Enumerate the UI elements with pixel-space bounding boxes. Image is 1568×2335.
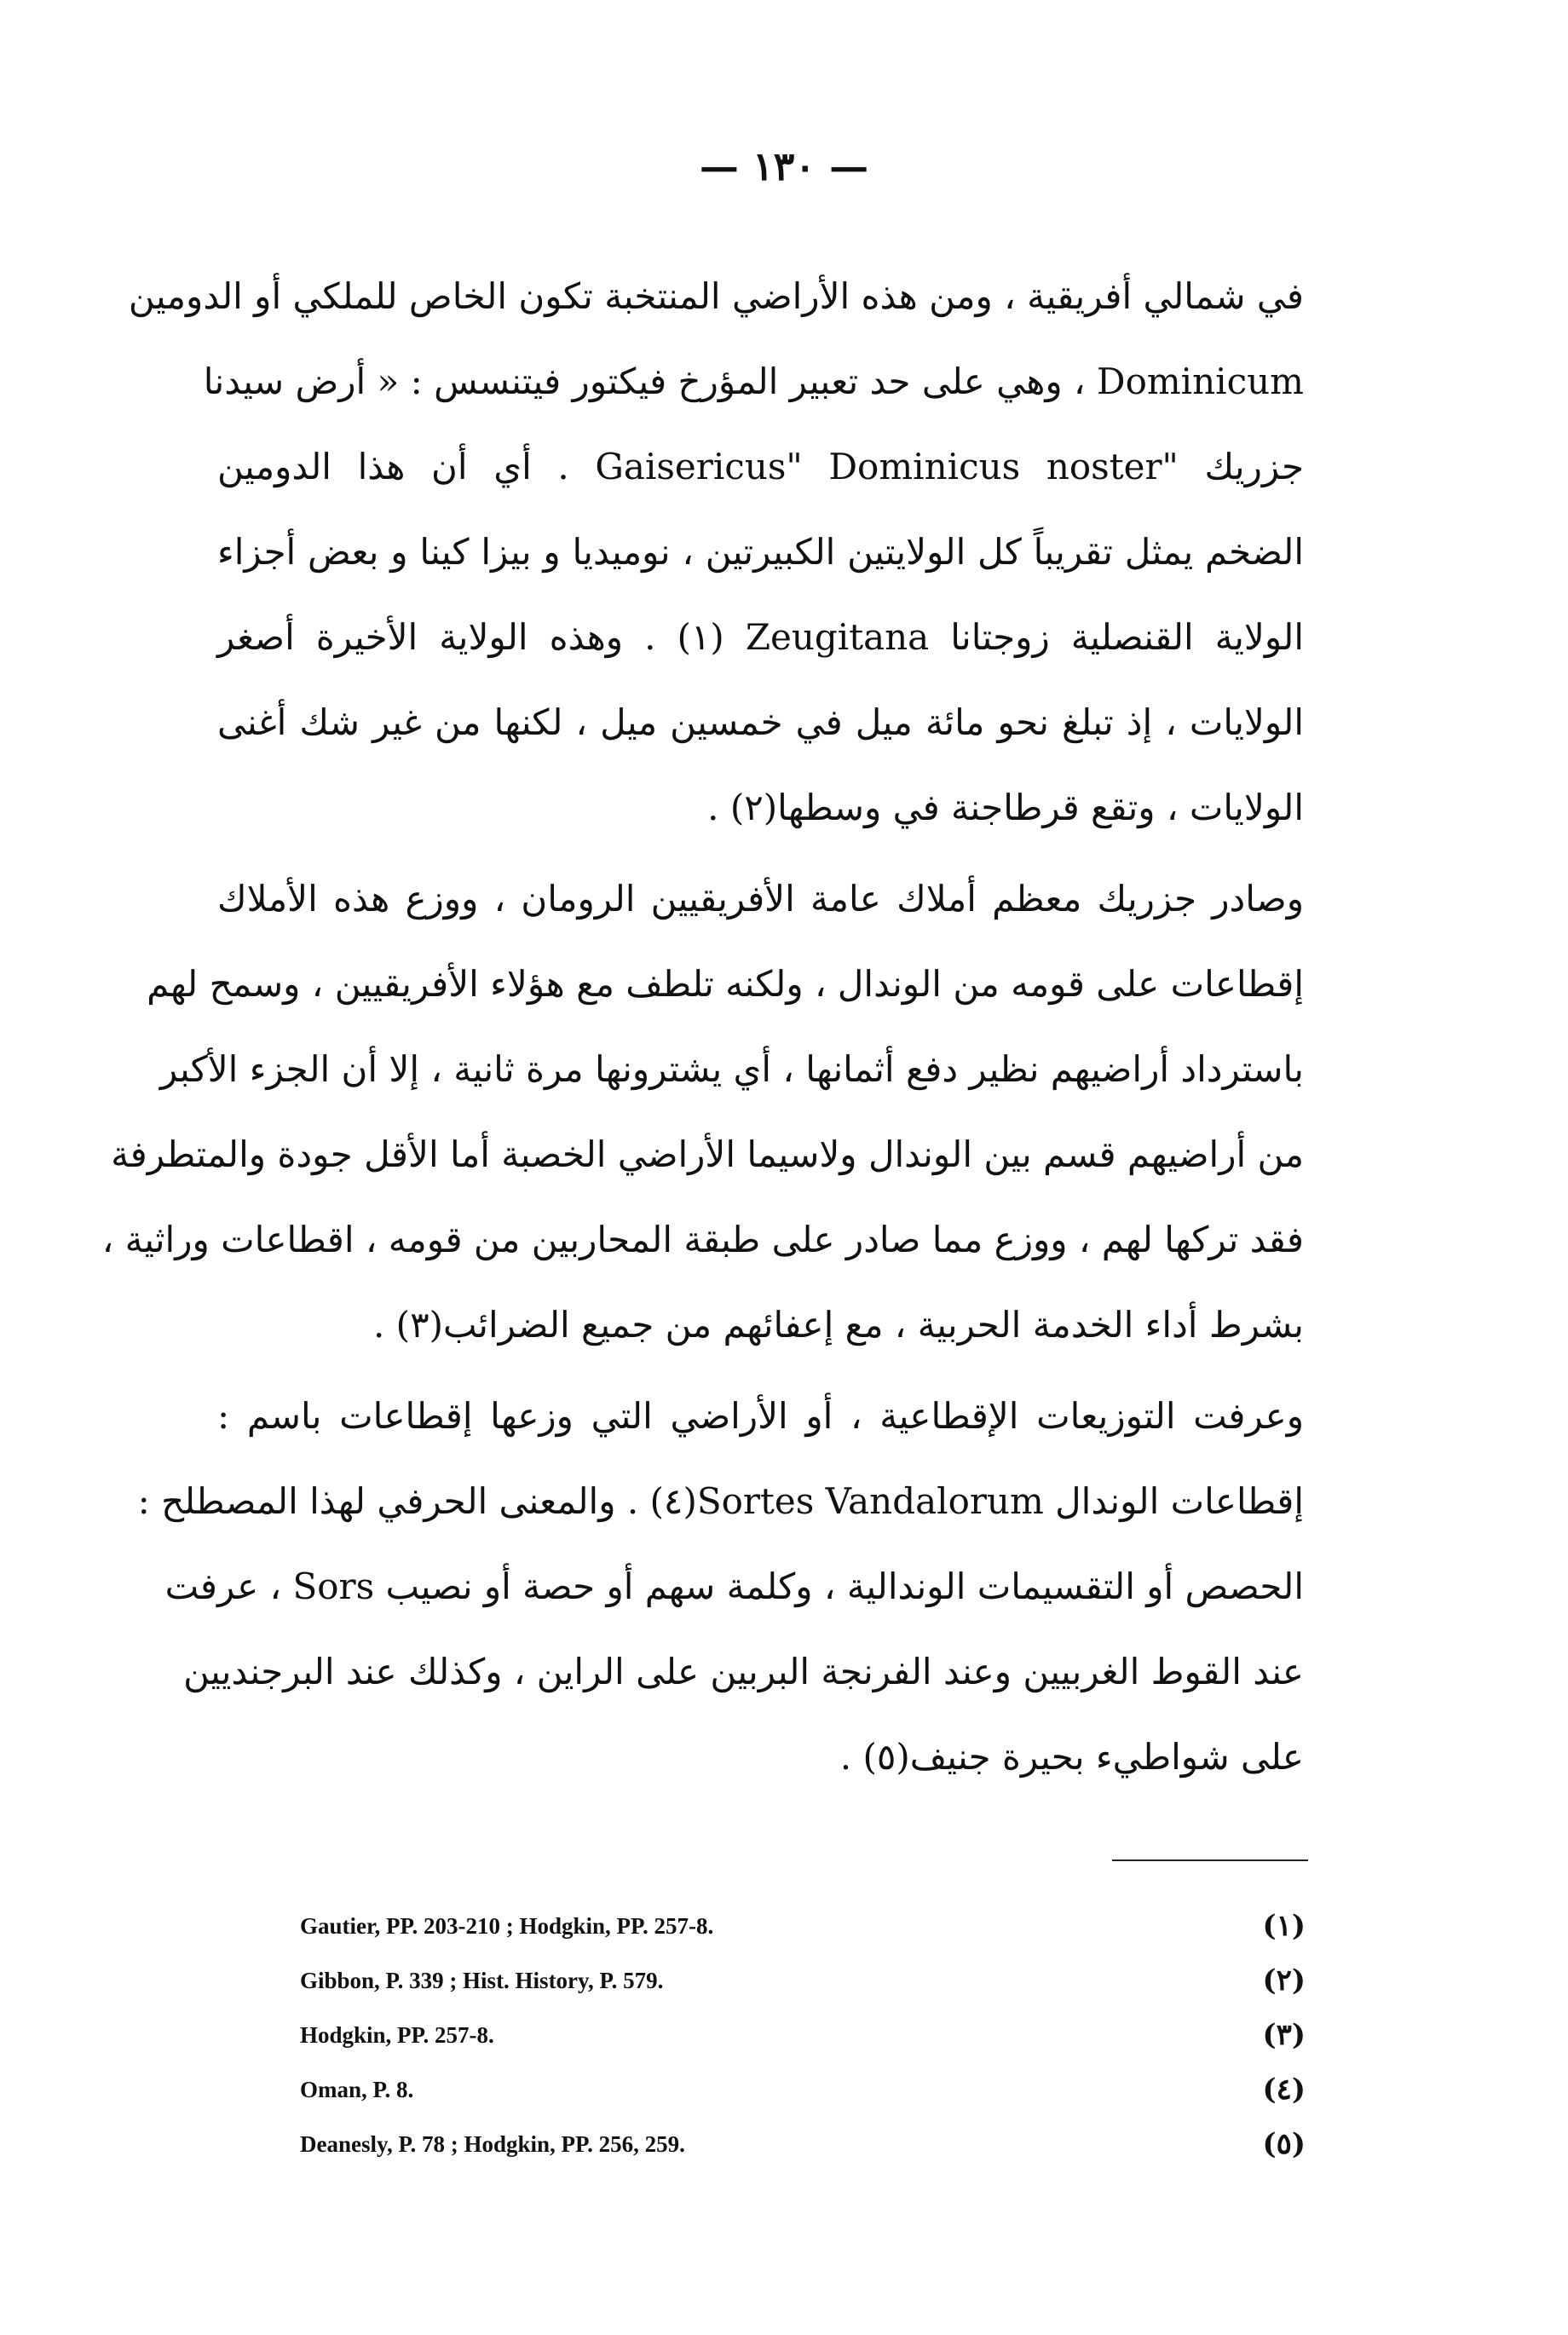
- text-line: Dominicum ، وهي على حد تعبير المؤرخ فيكتور فيتنسس : « أرض سيدنا: [203, 360, 1304, 402]
- footnote-number: (١): [1262, 1909, 1306, 1943]
- footnote: [300, 2008, 1306, 2062]
- footnote: [300, 2117, 1306, 2171]
- footnote: [300, 1899, 1306, 1953]
- footnote-number: (٤): [1262, 2073, 1306, 2107]
- text-line: الولايات ، وتقع قرطاجنة في وسطها(٢) .: [707, 787, 1304, 828]
- footnote: [300, 2062, 1306, 2117]
- footnotes: [300, 1899, 1306, 2171]
- footnote: [300, 1953, 1306, 2008]
- text-line: الضخم يمثل تقريباً كل الولايتين الكبيرتين ، نوميديا و بيزا كينا و بعض أجزاء: [217, 531, 1304, 573]
- paragraph-2: [101, 856, 1304, 1368]
- text-line: في شمالي أفريقية ، ومن هذه الأراضي المنتخبة تكون الخاص للملكي أو الدومين: [128, 275, 1304, 317]
- text-line: الولاية القنصلية زوجتانا Zeugitana (١) . وهذه الولاية الأخيرة أصغر: [217, 616, 1304, 658]
- page-number: — ١٣٠ —: [699, 143, 869, 189]
- footnote-text: Deanesly, P. 78 ; Hodgkin, PP. 256, 259.: [300, 2131, 685, 2157]
- paragraph-1: [128, 254, 1304, 850]
- text-line: وعرفت التوزيعات الإقطاعية ، أو الأراضي التي وزعها إقطاعات باسم :: [217, 1395, 1304, 1437]
- text-line: الولايات ، إذ تبلغ نحو مائة ميل في خمسين ميل ، لكنها من غير شك أغنى: [217, 701, 1304, 743]
- footnote-number: (٥): [1262, 2127, 1306, 2161]
- text-line: جزريك "Gaisericus" Dominicus noster . أي أن هذا الدومين: [217, 446, 1304, 487]
- text-line: على شواطيء بحيرة جنيف(٥) .: [839, 1736, 1304, 1778]
- footnote-number: (٢): [1262, 1963, 1306, 1998]
- text-line: الحصص أو التقسيمات الوندالية ، وكلمة سهم أو حصة أو نصيب Sors ، عرفت: [164, 1565, 1304, 1607]
- paragraph-3: [137, 1374, 1304, 1800]
- text-line: عند القوط الغربيين وعند الفرنجة البربين على الراين ، وكذلك عند البرجنديين: [183, 1651, 1304, 1692]
- footnote-text: Gautier, PP. 203-210 ; Hodgkin, PP. 257-8.: [300, 1913, 714, 1939]
- footnote-divider: [1112, 1859, 1308, 1861]
- text-line: وصادر جزريك معظم أملاك عامة الأفريقيين الرومان ، ووزع هذه الأملاك: [217, 878, 1304, 920]
- footnote-text: Oman, P. 8.: [300, 2077, 414, 2102]
- text-line: فقد تركها لهم ، ووزع مما صادر على طبقة المحاربين من قومه ، اقطاعات وراثية ،: [101, 1219, 1304, 1260]
- text-line: من أراضيهم قسم بين الوندال ولاسيما الأراضي الخصبة أما الأقل جودة والمتطرفة: [111, 1133, 1304, 1175]
- footnote-number: (٣): [1262, 2018, 1306, 2052]
- text-line: إقطاعات الوندال Sortes Vandalorum(٤) . والمعنى الحرفي لهذا المصطلح :: [137, 1480, 1304, 1522]
- text-line: بشرط أداء الخدمة الحربية ، مع إعفائهم من جميع الضرائب(٣) .: [372, 1304, 1304, 1346]
- text-line: باسترداد أراضيهم نظير دفع أثمانها ، أي يشترونها مرة ثانية ، إلا أن الجزء الأكبر: [159, 1048, 1304, 1090]
- footnote-text: Hodgkin, PP. 257-8.: [300, 2022, 494, 2048]
- footnote-text: Gibbon, P. 339 ; Hist. History, P. 579.: [300, 1968, 664, 1993]
- text-line: إقطاعات على قومه من الوندال ، ولكنه تلطف مع هؤلاء الأفريقيين ، وسمح لهم: [147, 963, 1304, 1005]
